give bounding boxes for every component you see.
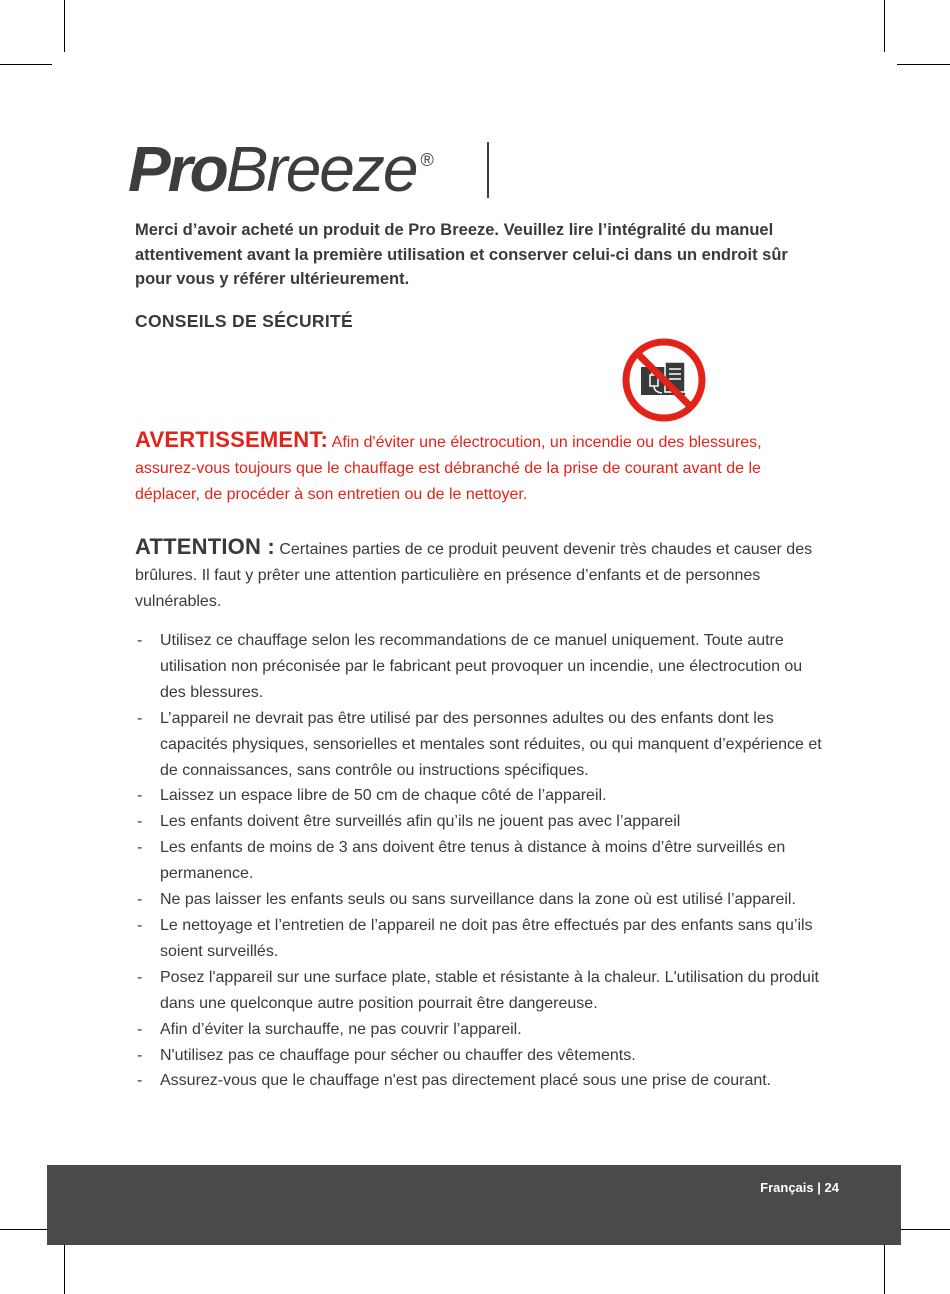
crop-mark	[884, 1242, 885, 1294]
page-footer-label	[760, 1180, 839, 1195]
crop-mark	[897, 64, 950, 65]
list-item-text: Afin d’éviter la surchauffe, ne pas couvrir l’appareil.	[160, 1020, 522, 1038]
registered-mark: ®	[420, 150, 434, 170]
safety-list	[135, 628, 825, 1094]
list-item	[135, 809, 825, 835]
list-item-text: Assurez-vous que le chauffage n'est pas directement placé sous une prise de courant.	[160, 1072, 772, 1090]
list-item	[135, 706, 825, 784]
list-dash: -	[137, 916, 143, 934]
list-item-text: Laissez un espace libre de 50 cm de chaque côté de l’appareil.	[160, 787, 607, 805]
list-item-text: Les enfants doivent être surveillés afin qu’ils ne jouent pas avec l’appareil	[160, 813, 681, 831]
footer-separator: |	[817, 1180, 821, 1195]
list-item-text: Posez l'appareil sur une surface plate, stable et résistante à la chaleur. L'utilisation du produit dans une quelconque autre position pourrait être dangereuse.	[160, 968, 819, 1012]
list-dash: -	[137, 813, 143, 831]
attention-text: Certaines parties de ce produit peuvent devenir très chaudes et causer des brûlures. Il faut y prêter une attention particulière en présence d’enfants et de personnes vulnérables.	[135, 541, 813, 610]
list-item	[135, 965, 825, 1017]
footer-bar	[47, 1165, 901, 1245]
list-item	[135, 1043, 825, 1069]
crop-mark	[0, 1229, 52, 1230]
crop-mark	[64, 1242, 65, 1294]
list-dash: -	[137, 709, 143, 727]
brand-logo	[128, 134, 434, 204]
logo-pro: Pro	[128, 133, 226, 205]
list-item-text: Utilisez ce chauffage selon les recommandations de ce manuel uniquement. Toute autre utilisation non préconisée par le fabricant peut provoquer un incendie, une électrocution ou des blessures.	[160, 632, 803, 701]
list-item-text: Les enfants de moins de 3 ans doivent être tenus à distance à moins d’être surveillés en permanence.	[160, 839, 786, 883]
intro-paragraph: Merci d’avoir acheté un produit de Pro Breeze. Veuillez lire l’intégralité du manuel attentivement avant la première utilisation et conserver celui-ci dans un endroit sûr pour vous y référer ultérieurement.	[135, 221, 788, 288]
list-dash: -	[137, 968, 143, 986]
warning-heading: AVERTISSEMENT:	[135, 427, 329, 452]
list-item	[135, 1068, 825, 1094]
list-dash: -	[137, 891, 143, 909]
footer-language: Français	[760, 1180, 814, 1195]
attention-paragraph	[135, 534, 825, 615]
crop-mark	[0, 64, 52, 65]
crop-mark	[884, 0, 885, 52]
list-item-text: Ne pas laisser les enfants seuls ou sans surveillance dans la zone où est utilisé l’appareil.	[160, 891, 796, 909]
warning-paragraph	[135, 427, 825, 508]
list-dash: -	[137, 632, 143, 649]
page-number: 24	[824, 1180, 839, 1195]
list-dash: -	[137, 1046, 143, 1064]
list-item	[135, 913, 825, 965]
list-item	[135, 835, 825, 887]
list-item	[135, 1017, 825, 1043]
list-item-text: N'utilisez pas ce chauffage pour sécher ou chauffer des vêtements.	[160, 1046, 636, 1064]
list-item-text: Le nettoyage et l’entretien de l’appareil ne doit pas être effectués par des enfants sans qu’ils soient surveillés.	[160, 916, 813, 960]
list-item	[135, 887, 825, 913]
list-item-text: L’appareil ne devrait pas être utilisé par des personnes adultes ou des enfants dont les capacités physiques, sensorielles et mentales sont réduites, ou qui manquent d’expérience et de connaissances, sans contrôle ou instructions spécifiques.	[160, 709, 822, 779]
crop-mark	[64, 0, 65, 52]
no-unplug-cover-icon	[620, 336, 708, 424]
logo-breeze: Breeze	[225, 133, 417, 205]
crop-mark	[897, 1229, 950, 1230]
list-dash: -	[137, 839, 143, 857]
list-item	[135, 628, 825, 706]
list-dash: -	[137, 1072, 143, 1090]
warning-text: Afin d'éviter une électrocution, un incendie ou des blessures, assurez-vous toujours que le chauffage est débranché de la prise de courant avant de le déplacer, de procéder à son entretien ou de le nettoyer.	[135, 434, 762, 503]
list-dash: -	[137, 1020, 143, 1038]
attention-heading: ATTENTION :	[135, 534, 275, 559]
list-item	[135, 783, 825, 809]
list-dash: -	[137, 787, 143, 805]
section-title: CONSEILS DE SÉCURITÉ	[135, 311, 353, 331]
logo-divider	[487, 142, 489, 198]
